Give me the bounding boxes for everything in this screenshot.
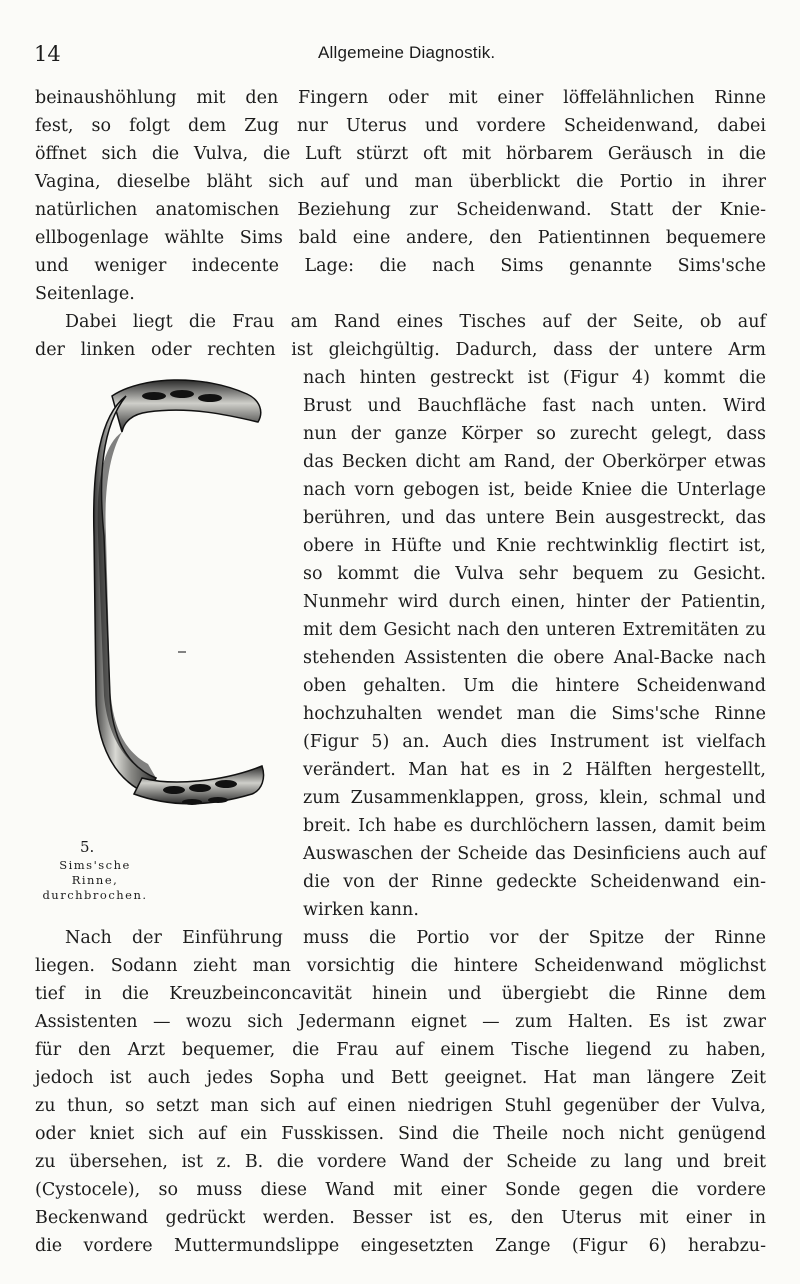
text-line: natürlichen anatomischen Beziehung zur Scheidenwand. Statt der Knie- xyxy=(35,200,766,220)
text-line: beinaushöhlung mit den Fingern oder mit einer löffelähnlichen Rinne xyxy=(35,88,766,108)
text-line: tief in die Kreuzbeinconcavität hinein und übergiebt die Rinne dem xyxy=(35,984,766,1004)
text-line: (Cystocele), so muss diese Wand mit einer Sonde gegen die vordere xyxy=(35,1180,766,1200)
text-line: Vagina, dieselbe bläht sich auf und man überblickt die Portio in ihrer xyxy=(35,172,766,192)
text-line: Assistenten — wozu sich Jedermann eignet — zum Halten. Es ist zwar xyxy=(35,1012,766,1032)
text-line: breit. Ich habe es durchlöchern lassen, damit beim xyxy=(303,816,766,836)
text-line: obere in Hüfte und Knie rechtwinklig flectirt ist, xyxy=(303,536,766,556)
text-line: nun der ganze Körper so zurecht gelegt, dass xyxy=(303,424,766,444)
text-line: Brust und Bauchfläche fast nach unten. Wird xyxy=(303,396,766,416)
text-line: verändert. Man hat es in 2 Hälften hergestellt, xyxy=(303,760,766,780)
text-line: für den Arzt bequemer, die Frau auf einem Tische liegend zu haben, xyxy=(35,1040,766,1060)
text-line: Nunmehr wird durch einen, hinter der Patientin, xyxy=(303,592,766,612)
running-head: Allgemeine Diagnostik. xyxy=(318,43,496,62)
text-line: fest, so folgt dem Zug nur Uterus und vordere Scheidenwand, dabei xyxy=(35,116,766,136)
text-line: jedoch ist auch jedes Sopha und Bett geeignet. Hat man längere Zeit xyxy=(35,1068,766,1088)
sims-speculum-illustration xyxy=(82,366,268,828)
figure-number: 5. xyxy=(80,838,95,856)
sims-speculum-figure xyxy=(82,366,268,828)
figure-caption xyxy=(36,858,154,903)
text-line: zu thun, so setzt man sich auf einen niedrigen Stuhl gegenüber der Vulva, xyxy=(35,1096,766,1116)
text-line: Nach der Einführung muss die Portio vor der Spitze der Rinne xyxy=(65,928,766,948)
text-line: so kommt die Vulva sehr bequem zu Gesicht. xyxy=(303,564,766,584)
text-line: liegen. Sodann zieht man vorsichtig die hintere Scheidenwand möglichst xyxy=(35,956,766,976)
text-line: Dabei liegt die Frau am Rand eines Tisches auf der Seite, ob auf xyxy=(65,312,766,332)
text-line: zum Zusammenklappen, gross, klein, schmal und xyxy=(303,788,766,808)
text-line: hochzuhalten wendet man die Sims'sche Rinne xyxy=(303,704,766,724)
figure-caption-line: Sims'sche Rinne, xyxy=(59,858,131,887)
text-line: Seitenlage. xyxy=(35,284,135,304)
text-line: die von der Rinne gedeckte Scheidenwand ein- xyxy=(303,872,766,892)
text-line: ellbogenlage wählte Sims bald eine andere, den Patientinnen bequemere xyxy=(35,228,766,248)
text-line: nach vorn gebogen ist, beide Kniee die Unterlage xyxy=(303,480,766,500)
text-line: oder kniet sich auf ein Fusskissen. Sind die Theile noch nicht genügend xyxy=(35,1124,766,1144)
text-line: nach hinten gestreckt ist (Figur 4) kommt die xyxy=(303,368,766,388)
text-line: der linken oder rechten ist gleichgültig. Dadurch, dass der untere Arm xyxy=(35,340,766,360)
text-line: öffnet sich die Vulva, die Luft stürzt oft mit hörbarem Geräusch in die xyxy=(35,144,766,164)
text-line: und weniger indecente Lage: die nach Sims genannte Sims'sche xyxy=(35,256,766,276)
page-number: 14 xyxy=(34,42,61,66)
text-line: Beckenwand gedrückt werden. Besser ist es, den Uterus mit einer in xyxy=(35,1208,766,1228)
text-line: mit dem Gesicht nach den unteren Extremitäten zu xyxy=(303,620,766,640)
text-line: das Becken dicht am Rand, der Oberkörper etwas xyxy=(303,452,766,472)
text-line: berühren, und das untere Bein ausgestreckt, das xyxy=(303,508,766,528)
figure-caption-line: durchbrochen. xyxy=(42,888,148,902)
text-line: Auswaschen der Scheide das Desinficiens auch auf xyxy=(303,844,766,864)
text-line: zu übersehen, ist z. B. die vordere Wand der Scheide zu lang und breit xyxy=(35,1152,766,1172)
text-line: stehenden Assistenten die obere Anal-Backe nach xyxy=(303,648,766,668)
text-line: die vordere Muttermundslippe eingesetzten Zange (Figur 6) herabzu- xyxy=(35,1236,766,1256)
text-line: wirken kann. xyxy=(303,900,419,920)
text-line: (Figur 5) an. Auch dies Instrument ist vielfach xyxy=(303,732,766,752)
text-line: oben gehalten. Um die hintere Scheidenwand xyxy=(303,676,766,696)
